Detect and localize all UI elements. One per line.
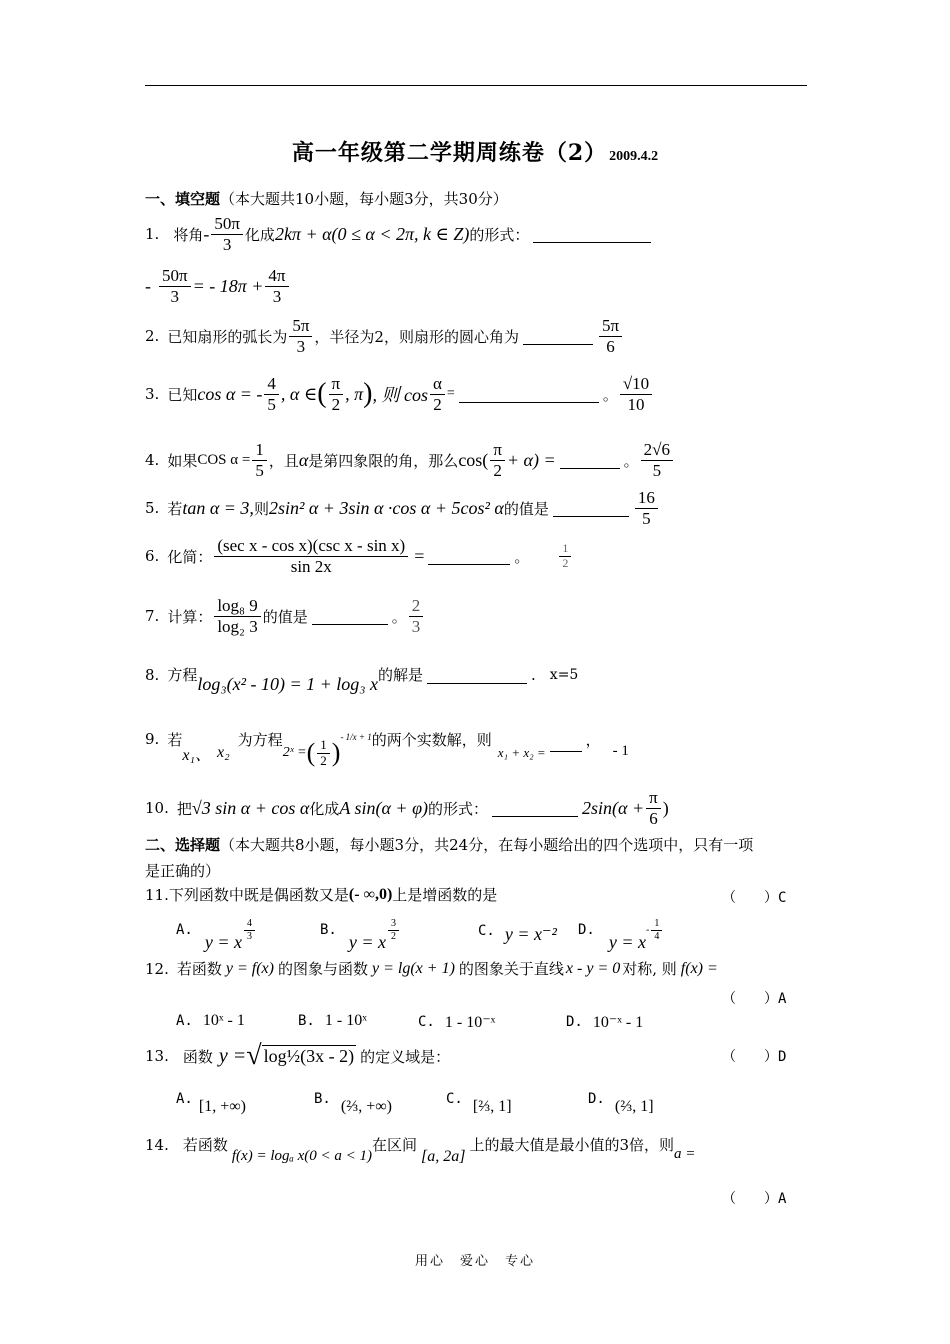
q11-option-a[interactable] [176,918,257,952]
q13-option-c[interactable] [446,1090,512,1115]
q1-fraction [211,214,243,254]
q11-d-exp-n: 1 [651,918,662,931]
q11-b-exp [388,918,399,942]
q4-pi-den: 2 [493,460,502,480]
q4-frac [252,440,267,480]
q11-option-d[interactable] [578,918,664,952]
q7-number: 7. [145,607,160,626]
q8-answer-blank[interactable] [427,682,527,684]
q3-cos: cos α = - [197,383,263,404]
q3-eq: = [446,386,455,402]
q13-a-expr: [1, +∞) [198,1098,246,1115]
q13-answer-paren[interactable]: （ ）D [722,1049,787,1065]
q12-text2: 的图象与函数 [277,960,368,978]
header-rule [145,85,807,86]
q7-end: 。 [391,607,407,626]
q6-answer-blank[interactable] [428,563,510,565]
page-footer: 用心 爱心 专心 [414,1254,535,1269]
q13-option-b[interactable] [314,1090,392,1115]
q11-option-c[interactable] [478,920,557,944]
page-title [0,136,950,167]
q4-pi-num: π [490,440,505,461]
q11-d-exp-neg: - [645,924,650,936]
q11-interval: (- ∞,0) [348,885,393,903]
q9-sum: x₁ + x₂ = [497,745,546,761]
q3-then: , 则 cos [372,385,428,406]
q5-expr: 2sin² α + 3sin α ·cos α + 5cos² α [268,497,504,518]
q7-text1: 计算： [167,607,213,626]
q11-d-label: D. [578,922,595,938]
q4-cos2: cos( [458,449,489,470]
q10-text3: 的形式： [428,799,489,818]
title-text: 高一年级第二学期周练卷（2） [291,140,608,166]
q13-d-label: D. [588,1091,605,1107]
q13-c-label: C. [446,1091,463,1107]
q4-cos3: + α) = [506,449,556,470]
q9-number: 9. [145,730,160,749]
q3-number: 3. [145,385,160,404]
q11-answer-paren[interactable]: （ ）C [722,890,787,906]
q1ans-den2: 3 [272,286,282,306]
q5-ans-num: 16 [635,488,658,509]
q5-answer [635,488,658,528]
q11-text: 下列函数中既是偶函数又是 [168,886,349,904]
q4-answer-blank[interactable] [560,467,620,469]
q1ans-num2: 4π [265,266,288,287]
q7-ans-num: 2 [409,596,424,617]
q2-ans-num: 5π [599,316,622,337]
q3-frac-den: 5 [267,394,276,414]
q4-text3: 是第四象限的角，那么 [308,451,459,470]
q10-text2: 化成 [309,799,340,818]
q3-pi: , π [345,383,364,404]
question-7 [145,596,425,636]
q9-rparen: ) [331,738,341,768]
q4-ans-num: 2√6 [641,440,673,461]
q3-lparen: ( [317,378,327,410]
q6-text1: 化简： [167,547,213,566]
q13-b-label: B. [314,1091,331,1107]
q4-frac-num: 1 [252,440,267,461]
q1-mid: 化成 [244,225,275,244]
q10-expr: √3 sin α + cos α [191,797,310,818]
q2-text2: ，半径为2，则扇形的圆心角为 [314,327,519,346]
q3-answer-blank[interactable] [459,401,599,403]
q4-ans-den: 5 [652,460,662,480]
q9-expr: 2ˣ = [282,745,307,761]
q11-a-exp [244,918,255,942]
q4-text1: 如果 [167,451,198,470]
q12-g: y = lg(x + 1) [372,959,455,977]
q9-end: ， [585,730,601,749]
question-12 [145,958,718,979]
q3-ans-num: √10 [620,374,652,395]
q11-b-expr: y = x [348,931,386,952]
question-9 [145,724,629,768]
q10-text1: 把 [176,799,192,818]
q3-ans-den: 10 [627,394,645,414]
q10-close: ) [662,797,669,818]
q3-half-frac [430,374,445,414]
section2-title: 二、选择题 [145,836,221,854]
q9-answer: - 1 [612,742,629,759]
q14-text: 若函数 [182,1136,228,1154]
q11-d-expr: y = x [608,931,646,952]
q9-text1: 若 [167,730,183,749]
q7-answer-blank[interactable] [312,623,388,625]
q11-b-exp-d: 2 [390,930,396,942]
q2-answer-blank[interactable] [523,343,593,345]
q3-end: 。 [602,385,618,404]
q12-text: 若函数 [176,960,222,978]
q1-condition: 2kπ + α(0 ≤ α < 2π, k ∈ Z) [274,223,470,244]
q11-a-expr: y = x [204,931,242,952]
question-6 [145,536,573,576]
q5-answer-blank[interactable] [553,515,629,517]
q12-b-label: B. [298,1013,315,1029]
q9-exponent: - 1/x + 1 [340,732,372,743]
question-3 [145,374,654,414]
q11-c-expr: y = x⁻² [504,924,557,944]
q11-option-b[interactable] [320,918,401,952]
q11-a-exp-n: 4 [244,918,255,931]
q2-number: 2. [145,327,160,346]
q13-c-expr: [⅔, 1] [472,1098,512,1115]
q8-expr: log₃(x² - 10) = 1 + log₃ x [197,674,378,694]
q7-ans-den: 3 [411,616,421,636]
q10-answer-blank[interactable] [492,815,578,817]
q9-x2: x₂ [217,744,230,762]
q12-d-expr: 10⁻ˣ - 1 [592,1014,644,1031]
q1-answer-blank[interactable] [533,241,651,243]
q13-a-label: A. [176,1091,193,1107]
question-13 [145,1040,450,1072]
q4-cos: COS α = [197,451,251,468]
q7-frac [214,596,260,636]
question-14 [145,1134,696,1165]
question-1 [145,214,655,254]
q9-text2: 为方程 [237,730,283,749]
q12-option-a[interactable] [176,1012,245,1030]
q1-tail: 的形式： [469,225,530,244]
q5-then: 则 [253,499,269,518]
q8-text1: 方程 [167,666,198,684]
q11-b-label: B. [320,922,337,938]
q13-text2: 的定义域是： [360,1047,451,1066]
question-5 [145,488,660,528]
q12-a-expr: 10ˣ - 1 [202,1012,245,1029]
q12-text3: 的图象关于直线 [458,960,564,978]
section1-title: 一、填空题 [145,190,221,208]
q8-number: 8. [145,665,160,684]
q2-frac-num: 5π [289,316,312,337]
q6-end: 。 [514,547,530,566]
q6-ans-den: 2 [562,555,569,570]
q14-interval: [a, 2a] [421,1147,466,1165]
question-8 [145,664,579,694]
q1ans-neg: - [145,275,151,296]
q9-lparen: ( [306,738,316,768]
q7-answer [409,596,424,636]
title-date: 2009.4.2 [609,149,659,164]
q10-number: 10. [145,799,169,818]
q4-pi-frac [490,440,505,480]
q12-c-label: C. [418,1014,435,1030]
q6-frac-num: (sec x - cos x)(csc x - sin x) [214,536,408,557]
section1-heading [145,188,508,209]
question-11 [145,884,497,905]
q5-text2: 的值是 [503,499,549,518]
section2-note: （本大题共8小题，每小题3分，共24分，在每小题给出的四个选项中，只有一项 [220,836,754,854]
q12-d-label: D. [566,1014,583,1030]
q12-option-c[interactable] [418,1012,495,1032]
q3-pi-num: π [329,374,344,395]
q1ans-den: 3 [170,286,180,306]
q11-a-label: A. [176,922,193,938]
q12-number: 12. [145,959,169,978]
q12-line: x - y = 0 [565,959,621,977]
q11-b-exp-n: 3 [388,918,399,931]
q12-answer-paren[interactable]: （ ）A [722,991,787,1007]
q12-a-label: A. [176,1013,193,1029]
q3-frac [264,374,279,414]
q3-pi-frac [329,374,344,414]
q6-number: 6. [145,547,160,566]
q4-frac-den: 5 [255,460,264,480]
q5-tan: tan α = 3, [182,497,254,518]
q6-eq: = [414,545,425,566]
section2-note-line2 [145,860,220,881]
q13-option-a[interactable] [176,1090,246,1115]
q14-expr: f(x) = logₐ x(0 < a < 1) [231,1148,373,1164]
section2-note2: 是正确的） [145,862,221,880]
q6-frac [214,536,408,576]
q11-number: 11. [145,885,169,904]
q1-frac-num: 50π [211,214,243,235]
q1-frac-den: 3 [222,234,232,254]
q13-b-expr: (⅔, +∞) [340,1098,392,1115]
q3-pi-den: 2 [331,394,341,414]
q10-ans-num: π [646,788,661,809]
q9-x1: x₁、 [182,746,211,764]
q3-half-den: 2 [433,394,442,414]
question-4 [145,440,675,480]
q5-text1: 若 [167,499,183,518]
q2-ans-den: 6 [606,336,615,356]
q4-end: 。 [623,451,639,470]
q1ans-frac2 [265,266,288,306]
q13-d-expr: (⅔, 1] [614,1098,654,1115]
q9-base-frac [317,738,330,769]
q10-ans-den: 6 [649,808,658,828]
q11-d-exp-d: 4 [654,930,660,942]
q1ans-num: 50π [159,266,191,287]
q6-ans-num: 1 [559,542,571,557]
q11-a-exp-d: 3 [246,930,252,942]
q12-f: y = f(x) [225,959,274,977]
question-10 [145,788,669,828]
q1ans-eq: = - 18π + [192,275,264,296]
q2-text1: 已知扇形的弧长为 [167,327,288,346]
q6-frac-den: sin 2x [290,556,332,576]
q2-frac-den: 3 [296,336,306,356]
q10-answer: 2sin(α + [582,797,645,818]
q7-text2: 的值是 [262,607,308,626]
q13-number: 13. [145,1047,169,1065]
q6-answer [559,542,571,571]
q4-number: 4. [145,451,160,470]
section2-heading [145,834,753,855]
q13-radicand: log½(3x - 2) [263,1046,355,1066]
q13-option-d[interactable] [588,1090,654,1115]
q12-c-expr: 1 - 10⁻ˣ [444,1014,496,1031]
q12-text4: 对称, 则 [622,960,677,978]
q3-rparen: ) [363,378,373,410]
q1-neg: - [203,223,210,244]
q14-a: a = [674,1146,696,1162]
q13-expr: y = [218,1044,247,1067]
q10-answer-frac [646,788,661,828]
q2-frac [289,316,312,356]
q1ans-frac [159,266,191,306]
q8-answer: x=5 [549,666,579,683]
q12-b-expr: 1 - 10ˣ [324,1012,367,1029]
q4-answer [641,440,673,480]
q9-answer-blank[interactable] [550,750,582,752]
q5-number: 5. [145,499,160,518]
q14-text3: 上的最大值是最小值的3倍，则 [469,1136,675,1154]
q8-text2: 的解是 [378,666,424,684]
q12-fx: f(x) = [680,959,718,977]
question-2 [145,316,624,356]
q11-d-exp [651,918,662,942]
q8-end: . [531,665,536,684]
q3-half-num: α [430,374,445,395]
q4-text2: ，且 [268,451,299,470]
q3-answer [620,374,652,414]
q3-frac-num: 4 [264,374,279,395]
q7-frac-num: log₈ 9 [214,596,260,617]
q13-radical-icon: √ [246,1040,262,1071]
q3-text1: 已知 [167,385,198,404]
q3-range: , α ∈ [280,383,318,404]
question-1-answer [145,266,291,306]
q7-frac-den: log₂ 3 [217,616,258,636]
q10-form: A sin(α + φ) [339,797,429,818]
q14-number: 14. [145,1135,169,1154]
q14-text2: 在区间 [372,1136,418,1154]
q4-alpha: α [298,449,309,470]
q12-option-b[interactable] [298,1012,367,1030]
q9-base-num: 1 [317,738,330,754]
q1-lead: 将角 [173,225,204,244]
q12-option-d[interactable] [566,1012,643,1032]
q5-ans-den: 5 [642,508,651,528]
q2-answer [599,316,622,356]
q13-text: 函数 [182,1047,213,1066]
q11-c-label: C. [478,922,495,939]
q9-base-den: 2 [320,752,327,768]
q11-text2: 上是增函数的是 [392,886,498,904]
section1-note: （本大题共10小题，每小题3分，共30分） [220,190,508,208]
q1-number: 1. [145,225,160,244]
q14-answer-paren[interactable]: （ ）A [722,1191,787,1207]
q9-text3: 的两个实数解，则 [371,730,492,749]
